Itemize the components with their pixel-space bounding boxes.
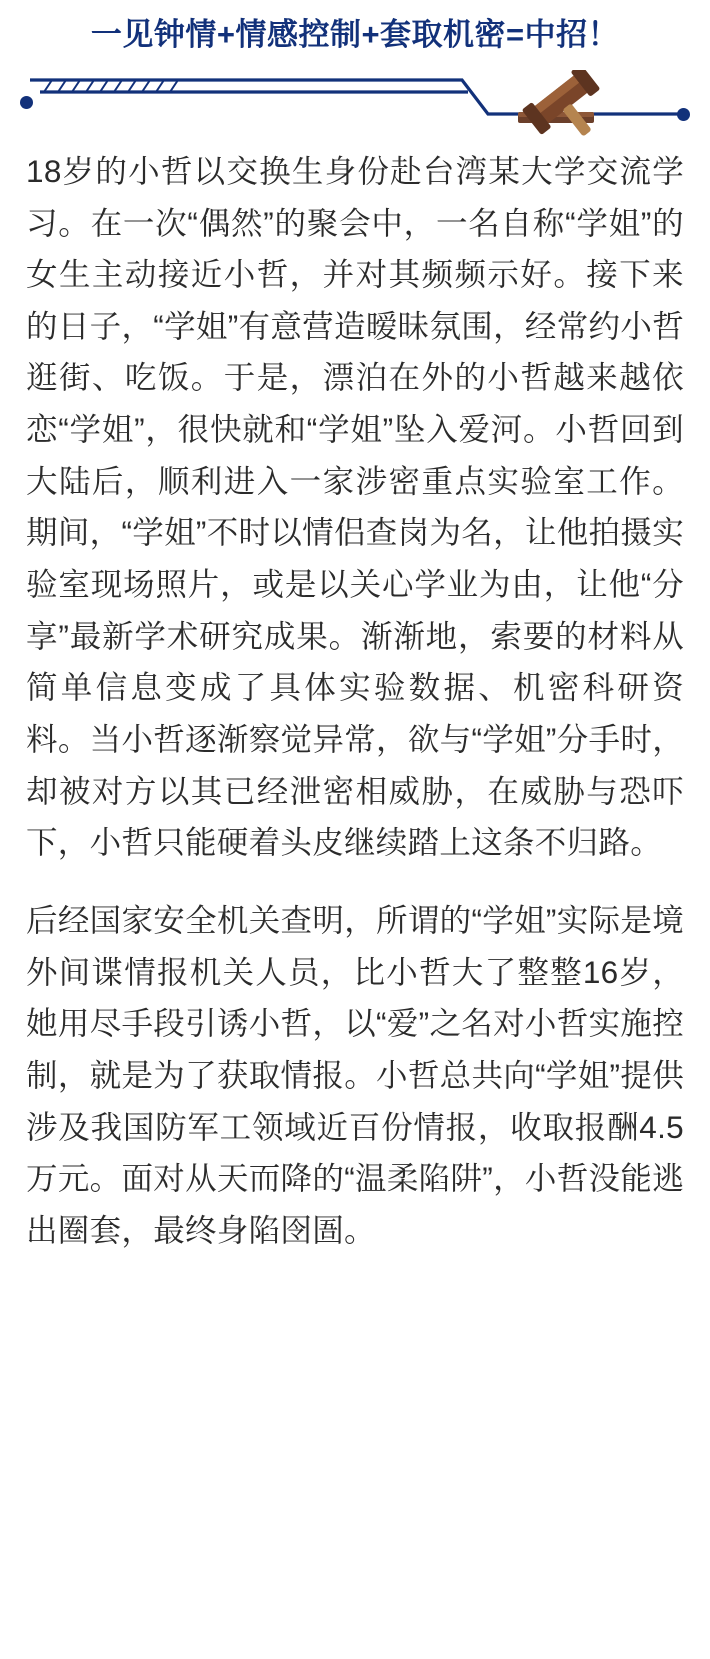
paragraph: 后经国家安全机关查明，所谓的“学姐”实际是境外间谍情报机关人员，比小哲大了整整16岁，她用尽手段引诱小哲，以“爱”之名对小哲实施控制，就是为了获取情报。小哲总共向“学姐”提供涉及我国防军工领域近百份情报，收取报酬4.5万元。面对从天而降的“温柔陷阱”，小哲没能逃出圈套，最终身陷囹圄。 [26,902,684,1248]
article-page [0,14,710,1257]
page-title: 一见钟情+情感控制+套取机密=中招！ [90,17,620,52]
article-body [26,146,684,1257]
gavel-icon [518,70,617,136]
paragraph: 18岁的小哲以交换生身份赴台湾某大学交流学习。在一次“偶然”的聚会中，一名自称“学姐”的女生主动接近小哲，并对其频频示好。接下来的日子，“学姐”有意营造暧昧氛围，经常约小哲逛街、吃饭。于是，漂泊在外的小哲越来越依恋“学姐”，很快就和“学姐”坠入爱河。小哲回到大陆后，顺利进入一家涉密重点实验室工作。期间，“学姐”不时以情侣查岗为名，让他拍摄实验室现场照片，或是以关心学业为由，让他“分享”最新学术研究成果。渐渐地，索要的材料从简单信息变成了具体实验数据、机密科研资料。当小哲逐渐察觉异常，欲与“学姐”分手时，却被对方以其已经泄密相威胁，在威胁与恐吓下，小哲只能硬着头皮继续踏上这条不归路。 [26,152,684,861]
decorative-divider [18,70,692,136]
divider-graphic [18,70,692,136]
